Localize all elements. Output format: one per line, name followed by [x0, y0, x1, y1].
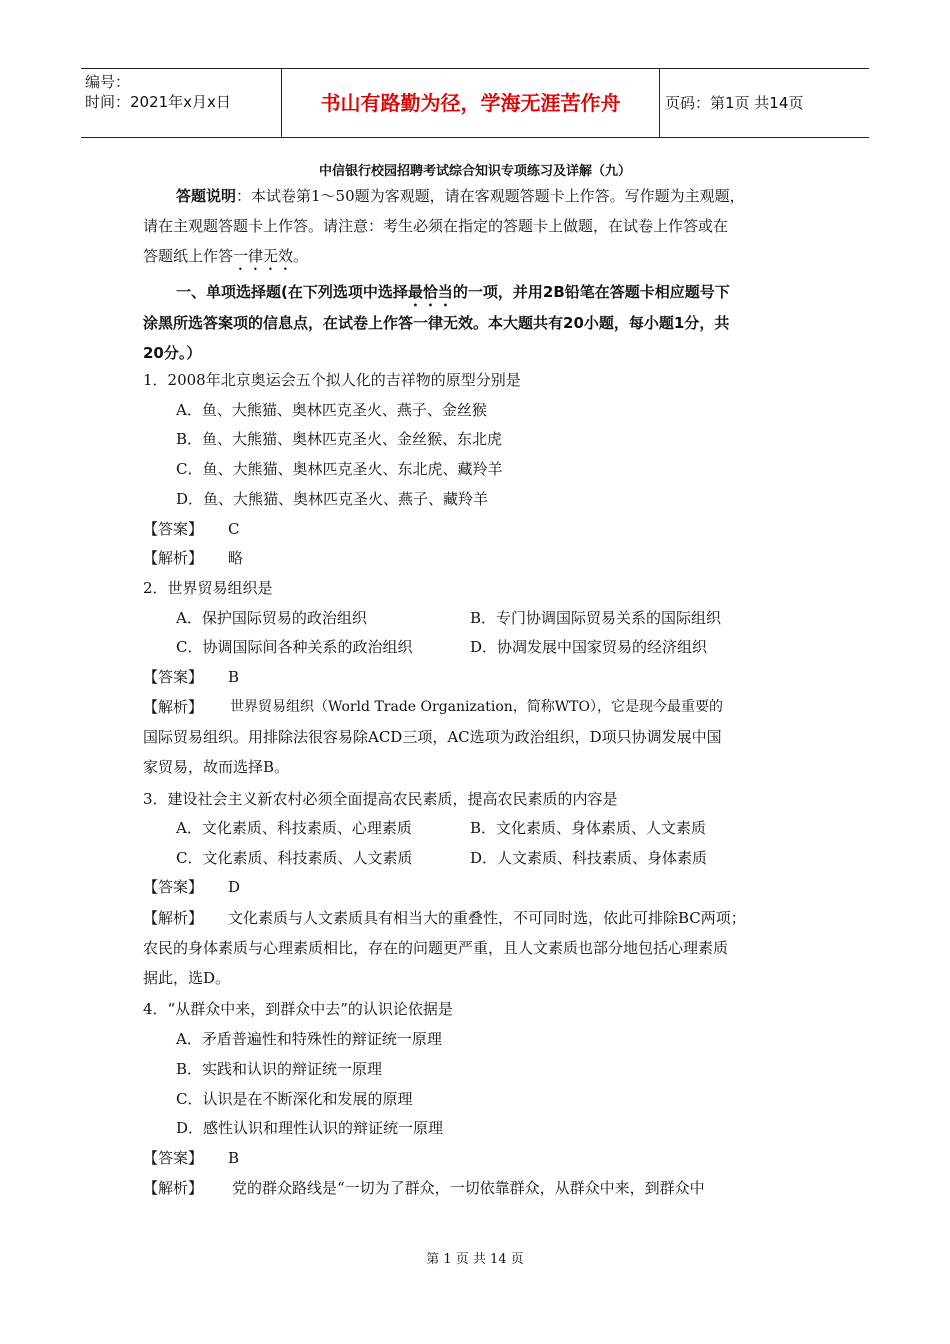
question-option: A．保护国际贸易的政治组织 [176, 609, 367, 627]
question-stem: 1．2008年北京奥运会五个拟人化的吉祥物的原型分别是 [143, 371, 521, 389]
analysis-label: 【解析】 [143, 698, 204, 716]
question-option: D．协凋发展中国家贸易的经济组织 [470, 638, 708, 656]
emphasized-text: 一律无效。 [233, 247, 309, 265]
question-option: D．鱼、大熊猫、奥林匹克圣火、燕子、藏羚羊 [176, 490, 489, 508]
section-heading: 20分。） [143, 344, 202, 362]
question-option: B．实践和认识的辩证统一原理 [176, 1060, 383, 1078]
analysis-text: 略 [228, 549, 244, 567]
document-number-label: 编号： [85, 73, 131, 91]
header-divider [659, 69, 660, 137]
answer-value: D [228, 878, 241, 896]
answer-value: B [228, 668, 240, 686]
question-option: A．鱼、大熊猫、奥林匹克圣火、燕子、金丝猴 [176, 401, 487, 419]
instructions-text: 答题纸上作答 [143, 247, 234, 265]
section-heading: 涂黑所选答案项的信息点，在试卷上作答一律无效。本大题共有20小题，每小题1分，共 [143, 314, 730, 332]
answer-label: 【答案】 [143, 668, 204, 686]
analysis-text: 文化素质与人文素质具有相当大的重叠性，不可同时选，依此可排除BC两项； [228, 909, 746, 927]
analysis-text: 家贸易，故而选择B。 [143, 758, 290, 776]
answer-label: 【答案】 [143, 1149, 204, 1167]
instructions-lead: 答题说明 [176, 187, 237, 205]
document-header [81, 68, 869, 138]
question-option: B．专门协调国际贸易关系的国际组织 [470, 609, 722, 627]
question-option: B．文化素质、身体素质、人文素质 [470, 819, 707, 837]
header-motto: 书山有路勤为径，学海无涯苦作舟 [320, 91, 621, 115]
question-option: C．认识是在不断深化和发展的原理 [176, 1090, 413, 1108]
analysis-label: 【解析】 [143, 549, 204, 567]
question-option: D．感性认识和理性认识的辩证统一原理 [176, 1119, 444, 1137]
question-stem: 3．建设社会主义新农村必须全面提高农民素质，提高农民素质的内容是 [143, 790, 618, 808]
header-page-label: 页码：第1页 共14页 [665, 94, 804, 112]
emphasized-text: 最恰当 [407, 283, 453, 301]
answer-label: 【答案】 [143, 520, 204, 538]
analysis-text: 世界贸易组织（World Trade Organization，简称WTO），它是现今最重要的 [230, 699, 723, 715]
document-title: 中信银行校园招聘考试综合知识专项练习及详解（九） [318, 164, 631, 179]
answer-value: B [228, 1149, 240, 1167]
section-heading [176, 282, 730, 310]
header-meta [81, 69, 281, 137]
analysis-text: 据此，选D。 [143, 969, 231, 987]
instructions-line: 请在主观题答题卡上作答。请注意：考生必须在指定的答题卡上做题，在试卷上作答或在 [143, 217, 729, 235]
question-option: B．鱼、大熊猫、奥林匹克圣火、金丝猴、东北虎 [176, 430, 503, 448]
question-stem: 2．世界贸易组织是 [143, 579, 273, 597]
question-option: D．人文素质、科技素质、身体素质 [470, 849, 708, 867]
question-option: A．文化素质、科技素质、心理素质 [176, 819, 412, 837]
document-date-label: 时间：2021年x月x日 [85, 93, 231, 111]
analysis-text: 党的群众路线是“一切为了群众，一切依靠群众，从群众中来，到群众中 [232, 1179, 705, 1197]
instructions-text: ：本试卷第1～50题为客观题，请在客观题答题卡上作答。写作题为主观题， [236, 187, 745, 205]
analysis-text: 农民的身体素质与心理素质相比，存在的问题更严重，且人文素质也部分地包括心理素质 [143, 939, 729, 957]
instructions-line [176, 186, 745, 206]
page-footer: 第 1 页 共 14 页 [426, 1252, 524, 1267]
analysis-label: 【解析】 [143, 909, 204, 927]
analysis-text: 国际贸易组织。用排除法很容易除ACD三项，AC选项为政治组织，D项只协调发展中国 [143, 728, 722, 746]
section-heading-text: 一、单项选择题(在下列选项中选择 [176, 283, 408, 301]
answer-value: C [228, 520, 240, 538]
question-option: A．矛盾普遍性和特殊性的辩证统一原理 [176, 1030, 442, 1048]
question-option: C．文化素质、科技素质、人文素质 [176, 849, 413, 867]
question-stem: 4．“从群众中来，到群众中去”的认识论依据是 [143, 1000, 453, 1018]
question-option: C．协调国际间各种关系的政治组织 [176, 638, 413, 656]
question-option: C．鱼、大熊猫、奥林匹克圣火、东北虎、藏羚羊 [176, 460, 503, 478]
section-heading-text: 的一项，并用2B铅笔在答题卡相应题号下 [452, 283, 730, 301]
answer-label: 【答案】 [143, 878, 204, 896]
analysis-label: 【解析】 [143, 1179, 204, 1197]
instructions-line [143, 246, 308, 274]
